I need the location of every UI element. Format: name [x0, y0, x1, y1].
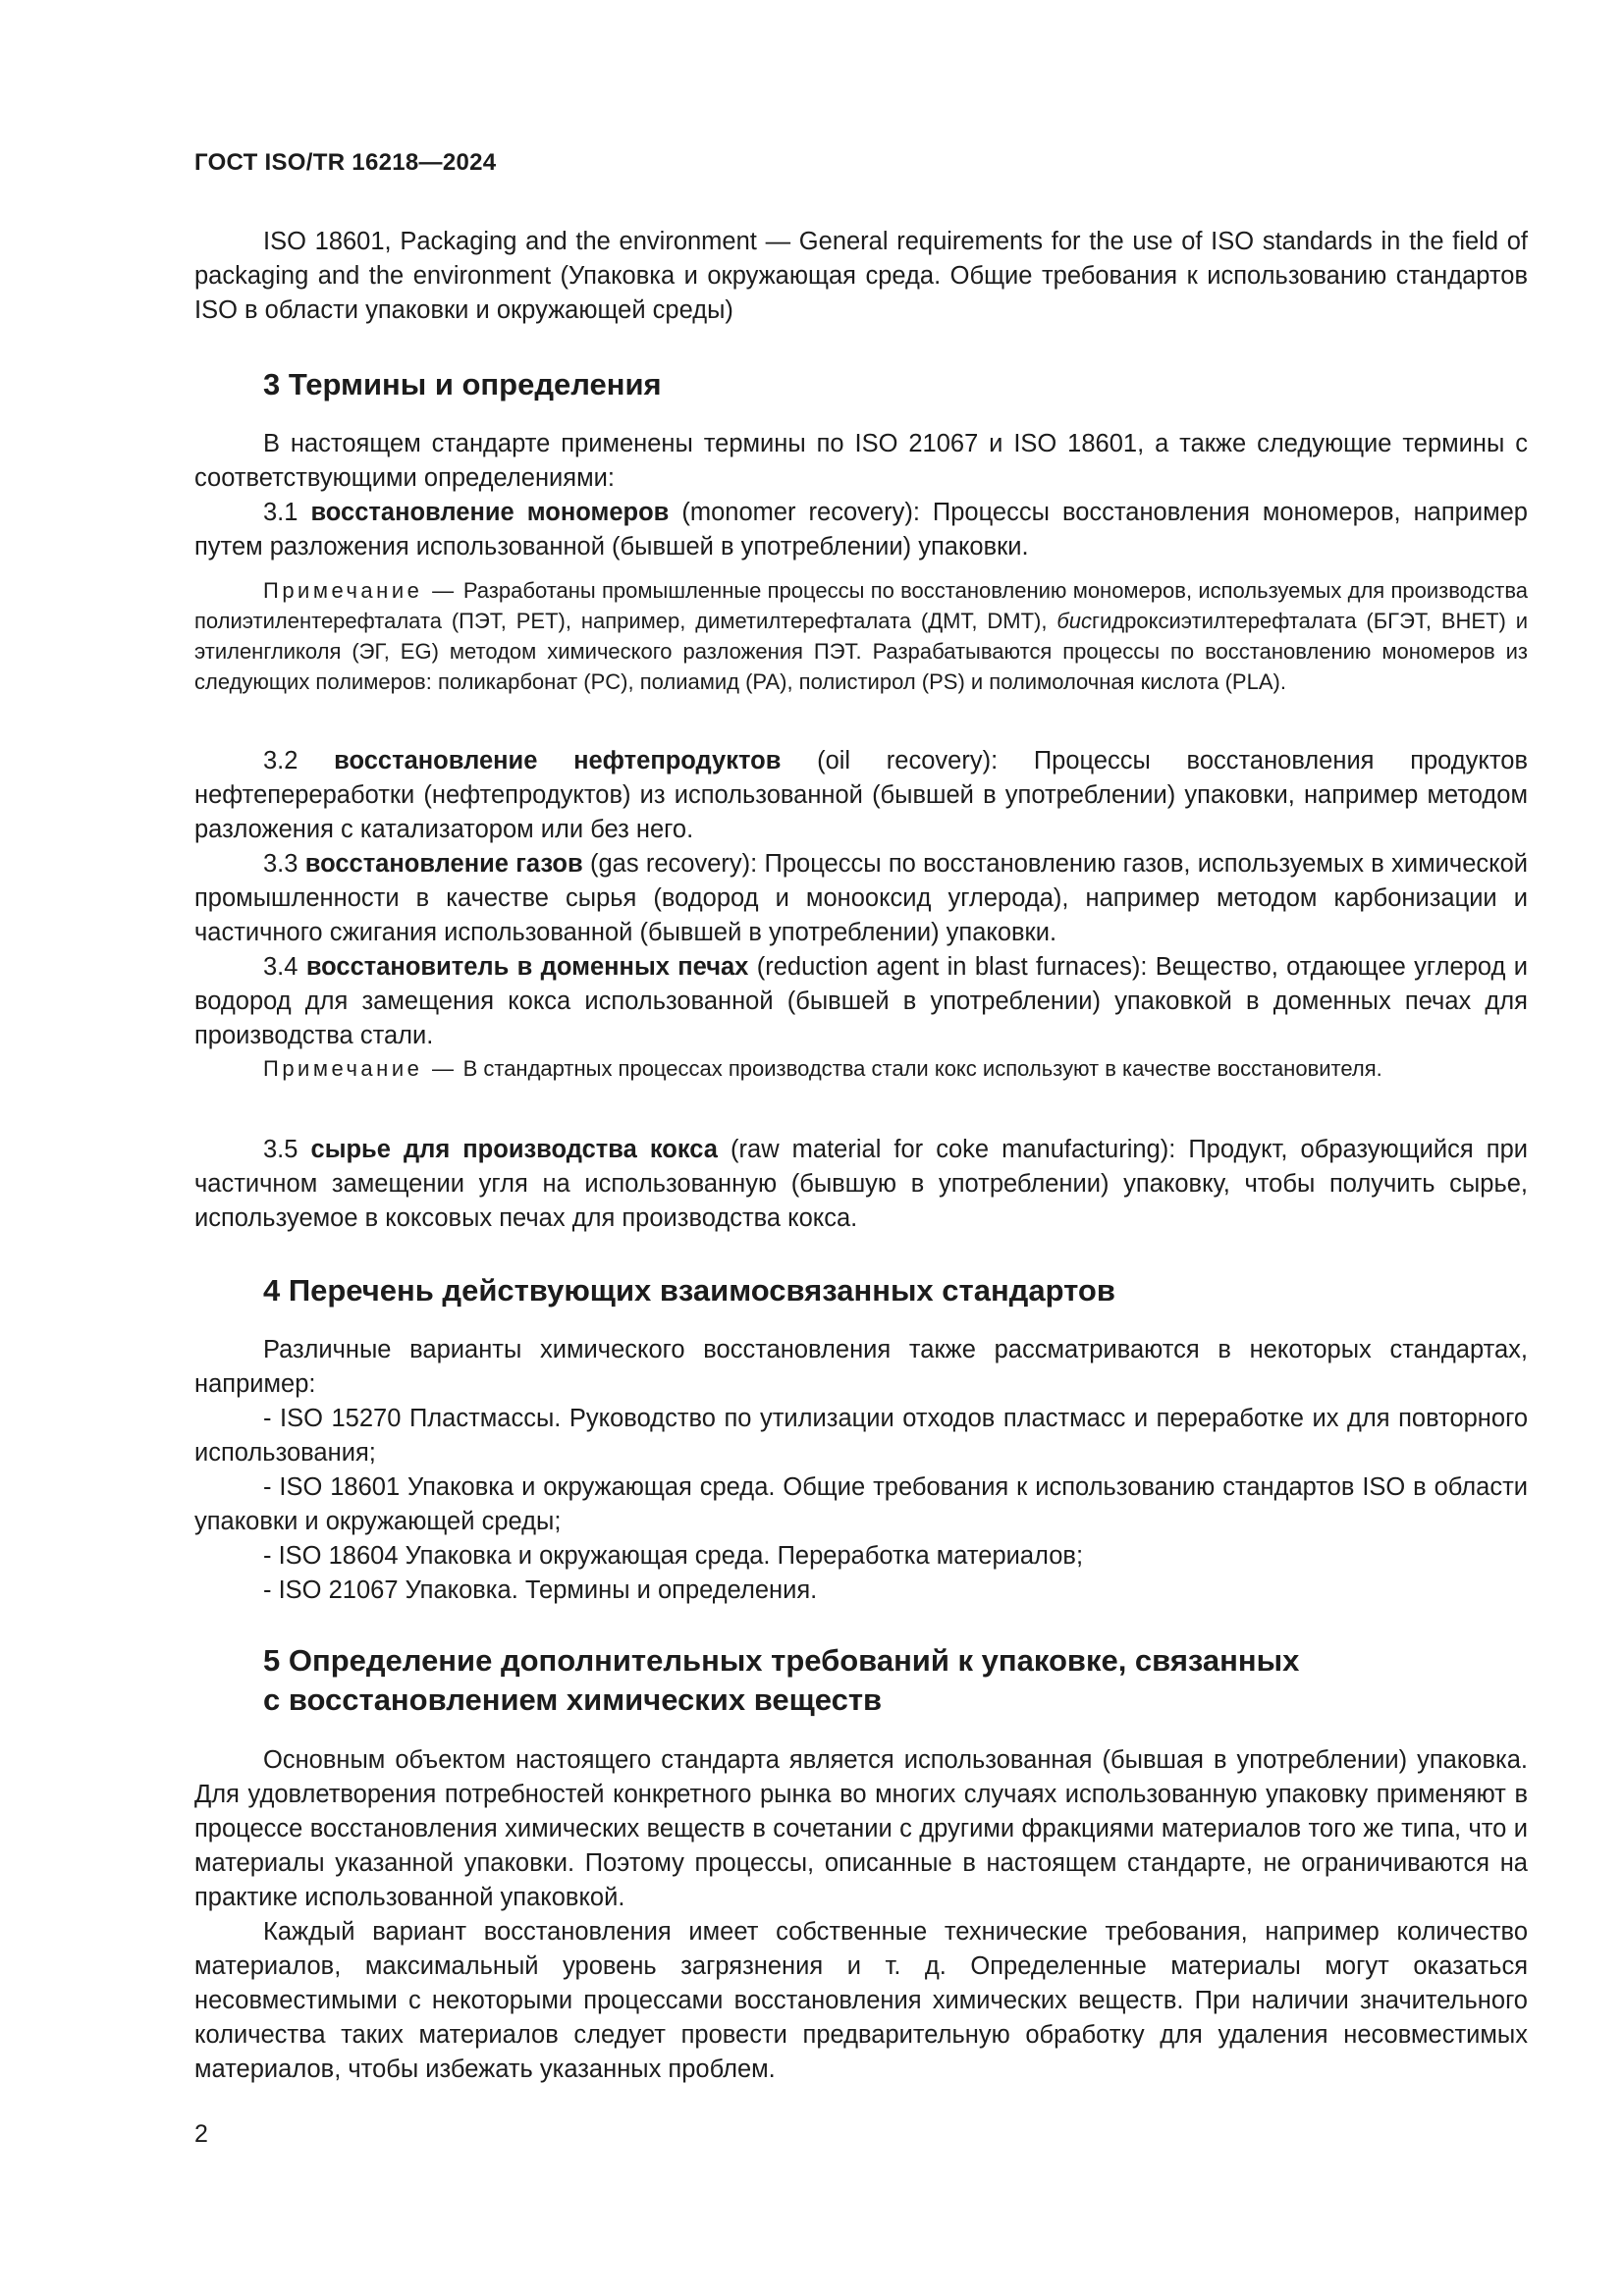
term-definition: (reduction agent in blast furnaces): Вещество, отдающее углерод и водород для замещения кокса использованной (бывшей в употреблении) упаковкой в доменных печах для производства стали. — [194, 953, 1528, 1049]
note-2 — [194, 1053, 1528, 1084]
section-5-title-line-1: 5 Определение дополнительных требований к упаковке, связанных — [263, 1643, 1300, 1678]
term-title: восстановление мономеров — [310, 499, 670, 526]
section-4-intro: Различные варианты химического восстановления также рассматриваются в некоторых стандартах, например: — [194, 1336, 1528, 1398]
standard-list-item: - ISO 15270 Пластмассы. Руководство по утилизации отходов пластмасс и переработке их для повторного использования; — [194, 1405, 1528, 1467]
section-3 — [194, 365, 1528, 404]
term-3-5-block — [194, 1133, 1528, 1236]
term-3-3 — [194, 847, 1528, 950]
term-definition: (raw material for coke manufacturing): Продукт, образующийся при частичном замещении угля на использованную (бывшую в употреблении) упаковку, чтобы получить сырье, используемое в коксовых печах для производства кокса. — [194, 1136, 1528, 1232]
section-5-paragraph-2: Каждый вариант восстановления имеет собственные технические требования, например количество материалов, максимальный уровень загрязнения и т. д. Определенные материалы могут оказаться несовместимыми с некоторыми процессами восстановления химических веществ. При наличии значительного количества таких материалов следует провести предварительную обработку для удаления несовместимых материалов, чтобы избежать указанных проблем. — [194, 1918, 1528, 2083]
note-italic: бис — [1056, 609, 1092, 633]
note-text: В стандартных процессах производства стали кокс используют в качестве восстановителя. — [462, 1056, 1382, 1081]
term-3-4 — [194, 950, 1528, 1053]
note-1 — [194, 575, 1528, 697]
section-5-title-line-2: с восстановлением химических веществ — [263, 1682, 883, 1717]
section-4 — [194, 1271, 1528, 1310]
section-3-intro: В настоящем стандарте применены термины по ISO 21067 и ISO 18601, а также следующие термины с соответствующими определениями: — [194, 430, 1528, 492]
term-number: 3.1 — [263, 499, 298, 526]
section-3-body — [194, 427, 1528, 564]
note-text-continued: гидроксиэтилтерефталата (БГЭТ, BHET) и этиленгликоля (ЭГ, EG) методом химического разложения ПЭТ. Разрабатываются процессы по восстановлению мономеров из следующих полимеров: поликарбонат (PC), полиамид (PA), полистирол (PS) и полимолочная кислота (PLA). — [194, 609, 1528, 694]
term-3-1 — [194, 496, 1528, 564]
section-5-paragraph-1: Основным объектом настоящего стандарта является использованная (бывшая в употреблении) упаковка. Для удовлетворения потребностей конкретного рынка во многих случаях использованную упаковку применяют в процессе восстановления химических веществ в сочетании с другими фракциями материалов того же типа, что и материалы указанной упаковки. Поэтому процессы, описанные в настоящем стандарте, не ограничиваются на практике использованной упаковкой. — [194, 1746, 1528, 1911]
section-4-body — [194, 1333, 1528, 1608]
term-number: 3.3 — [263, 850, 298, 878]
standard-list-item: - ISO 21067 Упаковка. Термины и определения. — [263, 1576, 818, 1604]
term-definition: (oil recovery): Процессы восстановления продуктов нефтепереработки (нефтепродуктов) из использованной (бывшей в употреблении) упаковки, например методом разложения с катализатором или без него. — [194, 747, 1528, 843]
page-number: 2 — [194, 2120, 208, 2148]
term-3-2 — [194, 744, 1528, 847]
term-title: восстановитель в доменных печах — [305, 953, 749, 981]
term-number: 3.4 — [263, 953, 298, 981]
standard-list-item: - ISO 18604 Упаковка и окружающая среда. Переработка материалов; — [263, 1542, 1084, 1570]
section-4-title: 4 Перечень действующих взаимосвязанных стандартов — [263, 1273, 1115, 1308]
note-label: Примечание — — [263, 1056, 458, 1081]
term-title: восстановление газов — [304, 850, 583, 878]
term-title: сырье для производства кокса — [310, 1136, 718, 1163]
section-5-body — [194, 1743, 1528, 2087]
section-5 — [194, 1641, 1528, 1720]
section-3-title: 3 Термины и определения — [263, 367, 662, 401]
term-title: восстановление нефтепродуктов — [334, 747, 782, 774]
note-text: Разработаны промышленные процессы по восстановлению мономеров, используемых для производства полиэтилентерефталата (ПЭТ, PET), например, диметилтерефталата (ДМТ, DMT), — [194, 578, 1528, 633]
document-header: ГОСТ ISO/TR 16218—2024 — [194, 149, 497, 176]
note-label: Примечание — — [263, 578, 458, 603]
standard-list-item: - ISO 18601 Упаковка и окружающая среда. Общие требования к использованию стандартов ISO в области упаковки и окружающей среды; — [194, 1473, 1528, 1535]
term-number: 3.5 — [263, 1136, 298, 1163]
term-definition: (monomer recovery): Процессы восстановления мономеров, например путем разложения использованной (бывшей в употреблении) упаковки. — [194, 499, 1528, 561]
term-3-5 — [194, 1133, 1528, 1236]
term-definition: (gas recovery): Процессы по восстановлению газов, используемых в химической промышленности в качестве сырья (водород и монооксид углерода), например методом карбонизации и частичного сжигания использованной (бывшей в употреблении) упаковки. — [194, 850, 1528, 946]
section-3-terms — [194, 744, 1528, 1053]
reference-iso18601: ISO 18601, Packaging and the environment — General requirements for the use of ISO standards in the field of packaging and the environment (Упаковка и окружающая среда. Общие требования к использованию стандартов ISO в области упаковки и окружающей среды) — [194, 228, 1528, 324]
normative-reference — [194, 225, 1528, 328]
term-number: 3.2 — [263, 747, 298, 774]
